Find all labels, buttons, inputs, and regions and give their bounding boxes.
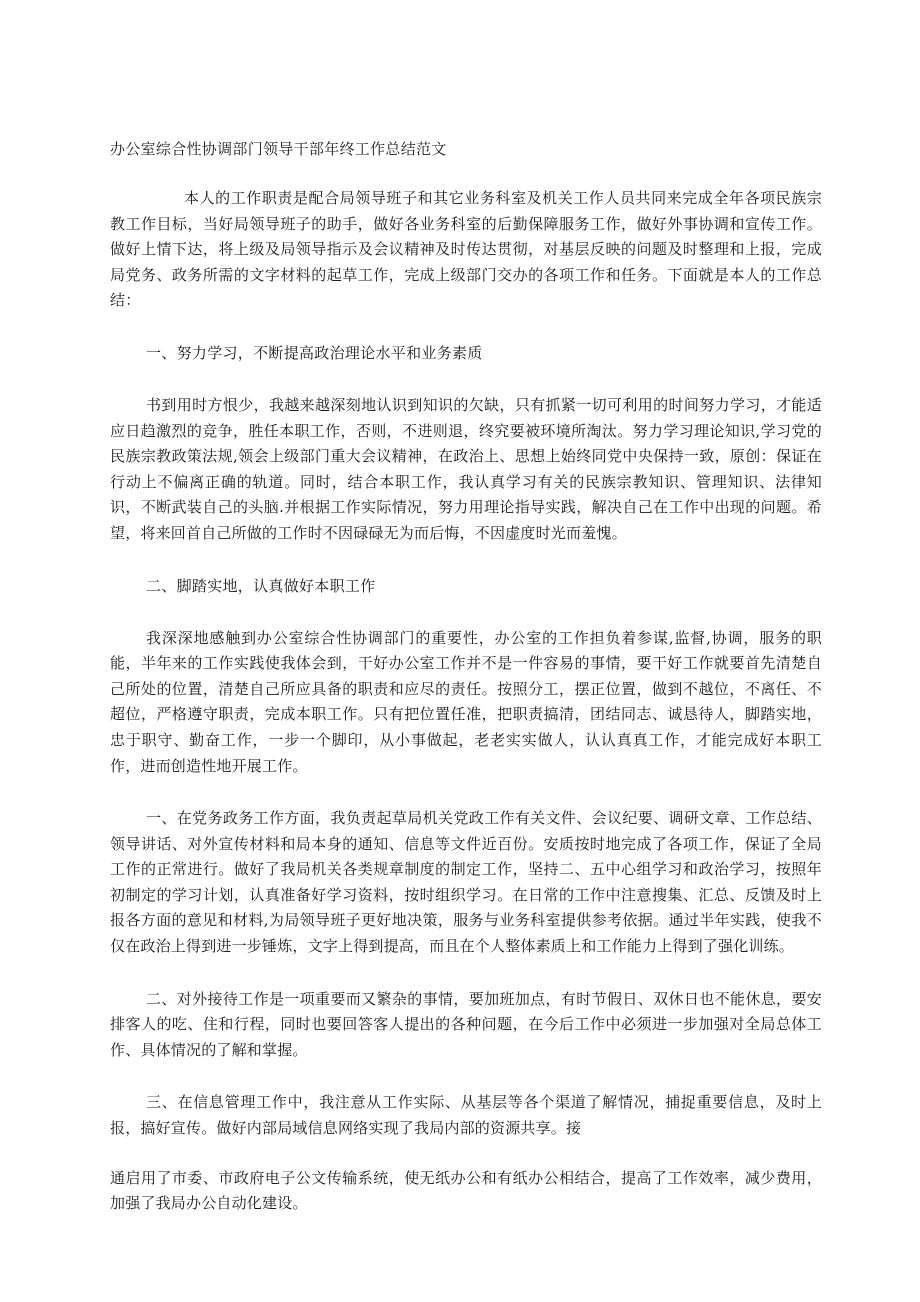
document-page [110,138,822,1217]
section-2-paragraph: 我深深地感触到办公室综合性协调部门的重要性，办公室的工作担负着参谋,监督,协调，服务的职能，半年来的工作实践使我体会到，干好办公室工作并不是一件容易的事情，要干好工作就要首先清楚自己所处的位置，清楚自己所应具备的职责和应尽的责任。按照分工，摆正位置，做到不越位，不离任、不超位，严格遵守职责，完成本职工作。只有把位置任准，把职责搞清，团结同志、诚恳待人，脚踏实地，忠于职守、勤奋工作，一步一个脚印，从小事做起，老老实实做人，认认真真工作，才能完成好本职工作，进而创造性地开展工作。 [110,628,822,775]
item-1-paragraph: 一、在党务政务工作方面，我负责起草局机关党政工作有关文件、会议纪要、调研文章、工作总结、领导讲话、对外宣传材料和局本身的通知、信息等文件近百份。安质按时地完成了各项工作，保证了全局工作的正常进行。做好了我局机关各类规章制度的制定工作，坚持二、五中心组学习和政治学习，按照年初制定的学习计划，认真准备好学习资料，按时组织学习。在日常的工作中注意搜集、汇总、反馈及时上报各方面的意见和材料,为局领导班子更好地决策，服务与业务科室提供参考依据。通过半年实践，使我不仅在政治上得到进一步锤炼，文字上得到提高，而且在个人整体素质上和工作能力上得到了强化训练。 [110,809,822,956]
document-title: 办公室综合性协调部门领导干部年终工作总结范文 [110,140,447,158]
section-1-heading: 一、努力学习，不断提高政治理论水平和业务素质 [146,343,483,362]
continuation-paragraph: 通启用了市委、市政府电子公文传输系统，使无纸办公和有纸办公相结合，提高了工作效率，减少费用，加强了我局办公自动化建设。 [110,1168,822,1213]
item-2-paragraph: 二、对外接待工作是一项重要而又繁杂的事情，要加班加点，有时节假日、双休日也不能休息，要安排客人的吃、住和行程，同时也要回答客人提出的各种问题，在今后工作中必须进一步加强对全局总体工作、具体情况的了解和掌握。 [110,989,822,1059]
section-2-heading: 二、脚踏实地，认真做好本职工作 [146,576,376,595]
item-3-paragraph: 三、在信息管理工作中，我注意从工作实际、从基层等各个渠道了解情况，捕捉重要信息，及时上报，搞好宣传。做好内部局域信息网络实现了我局内部的资源共享。接 [110,1093,822,1138]
intro-paragraph: 本人的工作职责是配合局领导班子和其它业务科室及机关工作人员共同来完成全年各项民族宗教工作目标，当好局领导班子的助手，做好各业务科室的后勤保障服务工作，做好外事协调和宣传工作。做好上情下达，将上级及局领导指示及会议精神及时传达贯彻，对基层反映的问题及时整理和上报，完成局党务、政务所需的文字材料的起草工作，完成上级部门交办的各项工作和任务。下面就是本人的工作总结： [110,189,822,310]
section-1-paragraph: 书到用时方恨少，我越来越深刻地认识到知识的欠缺，只有抓紧一切可利用的时间努力学习，才能适应日趋激烈的竞争，胜任本职工作，否则，不进则退，终究要被环境所淘汰。努力学习理论知识,学习党的民族宗教政策法规,领会上级部门重大会议精神，在政治上、思想上始终同党中央保持一致，原创：保证在行动上不偏离正确的轨道。同时，结合本职工作，我认真学习有关的民族宗教知识、管理知识、法律知识，不断武装自己的头脑.并根据工作实际情况，努力用理论指导实践，解决自己在工作中出现的问题。希望，将来回首自己所做的工作时不因碌碌无为而后悔，不因虚度时光而羞愧。 [110,395,822,542]
